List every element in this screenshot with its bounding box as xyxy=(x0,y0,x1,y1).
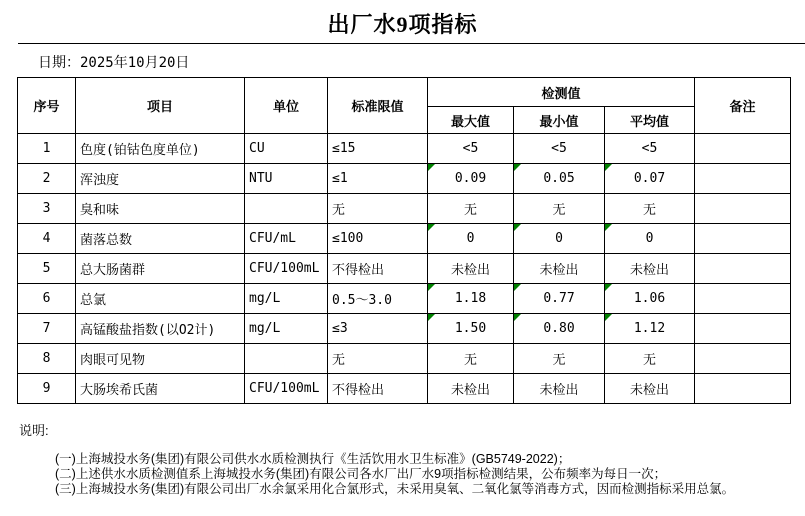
row-avg-cell: 0.07 xyxy=(605,164,695,194)
table-body xyxy=(18,134,791,404)
row-item-cell: 高锰酸盐指数(以O2计) xyxy=(76,314,245,344)
table-row xyxy=(18,374,791,404)
row-remark-cell xyxy=(695,224,791,254)
row-remark-cell xyxy=(695,344,791,374)
indicators-table xyxy=(17,77,791,404)
row-min-cell: 无 xyxy=(514,344,605,374)
cell-flag-triangle-icon xyxy=(514,164,521,171)
row-remark-cell xyxy=(695,134,791,164)
row-unit-cell: CFU/mL xyxy=(245,224,328,254)
notes-label: 说明: xyxy=(19,423,49,438)
row-unit-cell: mg/L xyxy=(245,284,328,314)
row-seq-cell: 2 xyxy=(18,164,76,194)
row-limit-cell: 0.5～3.0 xyxy=(328,284,428,314)
row-remark-cell xyxy=(695,254,791,284)
row-min-cell: 无 xyxy=(514,194,605,224)
row-limit-cell: ≤1 xyxy=(328,164,428,194)
row-limit-cell: 无 xyxy=(328,194,428,224)
row-avg-cell: 0 xyxy=(605,224,695,254)
row-min-cell: 0.80 xyxy=(514,314,605,344)
row-unit-cell: CFU/100mL xyxy=(245,254,328,284)
row-avg-cell: 未检出 xyxy=(605,254,695,284)
cell-flag-triangle-icon xyxy=(428,164,435,171)
cell-flag-triangle-icon xyxy=(605,284,612,291)
row-max-cell: 0.09 xyxy=(428,164,514,194)
row-avg-cell: 未检出 xyxy=(605,374,695,404)
row-item-cell: 肉眼可见物 xyxy=(76,344,245,374)
row-item-cell: 菌落总数 xyxy=(76,224,245,254)
row-unit-cell: CFU/100mL xyxy=(245,374,328,404)
row-unit-cell xyxy=(245,344,328,374)
table-header-avg: 平均值 xyxy=(605,107,695,134)
date-strip xyxy=(18,43,805,72)
row-remark-cell xyxy=(695,374,791,404)
table-row xyxy=(18,284,791,314)
row-seq-cell: 1 xyxy=(18,134,76,164)
row-seq-cell: 5 xyxy=(18,254,76,284)
row-avg-cell: 无 xyxy=(605,344,695,374)
row-min-cell: 未检出 xyxy=(514,254,605,284)
row-item-cell: 色度(铂钴色度单位) xyxy=(76,134,245,164)
row-max-cell: 1.18 xyxy=(428,284,514,314)
cell-flag-triangle-icon xyxy=(428,284,435,291)
row-limit-cell: 无 xyxy=(328,344,428,374)
table-header-seq: 序号 xyxy=(18,78,76,134)
row-avg-cell: <5 xyxy=(605,134,695,164)
cell-flag-triangle-icon xyxy=(605,314,612,321)
cell-flag-triangle-icon xyxy=(514,284,521,291)
date-label: 日期：2025年10月20日 xyxy=(38,55,190,71)
row-item-cell: 臭和味 xyxy=(76,194,245,224)
row-limit-cell: ≤3 xyxy=(328,314,428,344)
table-row xyxy=(18,254,791,284)
row-min-cell: 0 xyxy=(514,224,605,254)
row-seq-cell: 3 xyxy=(18,194,76,224)
cell-flag-triangle-icon xyxy=(514,224,521,231)
cell-flag-triangle-icon xyxy=(428,224,435,231)
row-max-cell: 未检出 xyxy=(428,374,514,404)
note-line: (一)上海城投水务(集团)有限公司供水水质检测执行《生活饮用水卫生标准》(GB5749-2022)； xyxy=(55,452,571,466)
row-max-cell: 无 xyxy=(428,194,514,224)
row-remark-cell xyxy=(695,194,791,224)
row-min-cell: 0.77 xyxy=(514,284,605,314)
row-max-cell: 无 xyxy=(428,344,514,374)
row-seq-cell: 6 xyxy=(18,284,76,314)
row-avg-cell: 1.12 xyxy=(605,314,695,344)
row-max-cell: <5 xyxy=(428,134,514,164)
row-remark-cell xyxy=(695,314,791,344)
table-row xyxy=(18,314,791,344)
row-seq-cell: 4 xyxy=(18,224,76,254)
cell-flag-triangle-icon xyxy=(514,314,521,321)
row-max-cell: 0 xyxy=(428,224,514,254)
row-remark-cell xyxy=(695,164,791,194)
table-header-item: 项目 xyxy=(76,78,245,134)
table-row xyxy=(18,194,791,224)
table-row xyxy=(18,344,791,374)
row-item-cell: 总大肠菌群 xyxy=(76,254,245,284)
table-header-min: 最小值 xyxy=(514,107,605,134)
notes-list xyxy=(55,452,789,497)
row-item-cell: 浑浊度 xyxy=(76,164,245,194)
table-header-max: 最大值 xyxy=(428,107,514,134)
row-min-cell: <5 xyxy=(514,134,605,164)
table-header-row-1 xyxy=(18,78,791,107)
table-row xyxy=(18,224,791,254)
table-header-detection-group: 检测值 xyxy=(428,78,695,107)
table-header-limit: 标准限值 xyxy=(328,78,428,134)
note-line: (二)上述供水水质检测值系上海城投水务(集团)有限公司各水厂出厂水9项指标检测结果，公布频率为每日一次； xyxy=(55,467,667,481)
row-max-cell: 未检出 xyxy=(428,254,514,284)
note-line: (三)上海城投水务(集团)有限公司出厂水余氯采用化合氯形式，未采用臭氧、二氧化氯等消毒方式，因而检测指标采用总氯。 xyxy=(55,482,735,496)
row-limit-cell: 不得检出 xyxy=(328,374,428,404)
row-unit-cell: mg/L xyxy=(245,314,328,344)
row-avg-cell: 无 xyxy=(605,194,695,224)
cell-flag-triangle-icon xyxy=(605,224,612,231)
row-remark-cell xyxy=(695,284,791,314)
row-unit-cell: NTU xyxy=(245,164,328,194)
row-min-cell: 未检出 xyxy=(514,374,605,404)
row-unit-cell: CU xyxy=(245,134,328,164)
cell-flag-triangle-icon xyxy=(605,164,612,171)
row-item-cell: 总氯 xyxy=(76,284,245,314)
table-header-remark: 备注 xyxy=(695,78,791,134)
table-row xyxy=(18,164,791,194)
row-seq-cell: 8 xyxy=(18,344,76,374)
cell-flag-triangle-icon xyxy=(428,314,435,321)
row-limit-cell: ≤100 xyxy=(328,224,428,254)
notes-section xyxy=(19,420,789,497)
page-title: 出厂水9项指标 xyxy=(327,12,478,37)
row-limit-cell: 不得检出 xyxy=(328,254,428,284)
row-limit-cell: ≤15 xyxy=(328,134,428,164)
row-max-cell: 1.50 xyxy=(428,314,514,344)
row-seq-cell: 7 xyxy=(18,314,76,344)
row-min-cell: 0.05 xyxy=(514,164,605,194)
row-seq-cell: 9 xyxy=(18,374,76,404)
row-item-cell: 大肠埃希氏菌 xyxy=(76,374,245,404)
row-unit-cell xyxy=(245,194,328,224)
table-header-unit: 单位 xyxy=(245,78,328,134)
table-row xyxy=(18,134,791,164)
row-avg-cell: 1.06 xyxy=(605,284,695,314)
